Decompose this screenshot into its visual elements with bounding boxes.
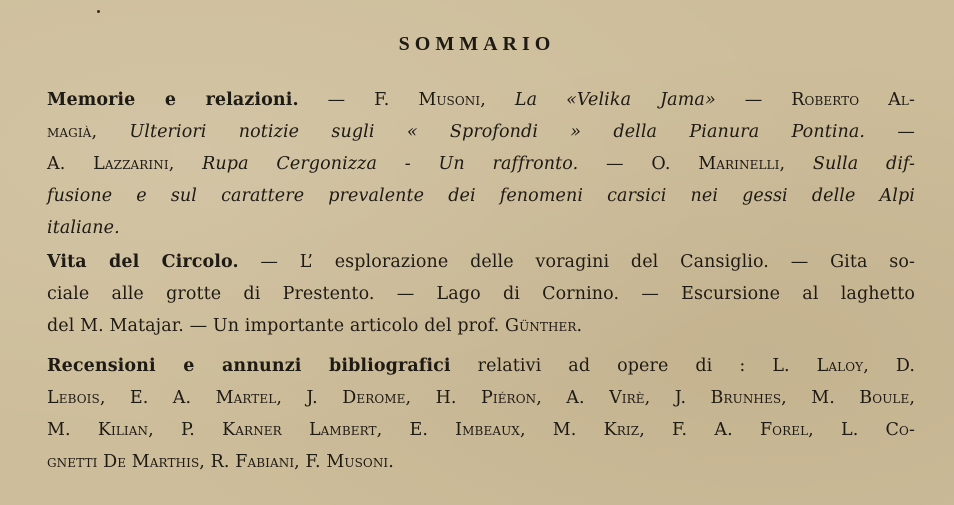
entry-line: italiane.: [47, 218, 120, 238]
entry-line: Memorie e relazioni. — F. Musoni, La «Velika Jama» — Roberto Al-: [47, 90, 915, 110]
entry-line: Vita del Circolo. — L’ esplorazione delle voragini del Cansiglio. — Gita so-: [47, 252, 915, 272]
entry-vita-del-circolo: [47, 246, 915, 342]
entry-line: del M. Matajar. — Un importante articolo del prof. Günther.: [47, 316, 583, 336]
page-title: SOMMARIO: [398, 33, 556, 55]
entry-line: Lebois, E. A. Martel, J. Derome, H. Piéron, A. Virè, J. Brunhes, M. Boule,: [47, 388, 915, 408]
entry-line: ciale alle grotte di Prestento. — Lago di Cornino. — Escursione al laghetto: [47, 284, 915, 304]
entry-heading: Memorie e relazioni.: [47, 90, 299, 110]
entry-memorie: [47, 84, 915, 244]
entry-line: gnetti De Marthis, R. Fabiani, F. Musoni.: [47, 452, 394, 472]
entry-line: Recensioni e annunzi bibliografici relativi ad opere di : L. Laloy, D.: [47, 356, 916, 376]
paper-speck: [97, 10, 100, 13]
entry-line: fusione e sul carattere prevalente dei fenomeni carsici nei gessi delle Alpi: [47, 186, 915, 206]
entry-line: A. Lazzarini, Rupa Cergonizza - Un raffronto. — O. Marinelli, Sulla dif-: [47, 154, 915, 174]
entry-line: magià, Ulteriori notizie sugli « Sprofondi » della Pianura Pontina. —: [47, 122, 915, 142]
entry-heading: Vita del Circolo.: [47, 252, 239, 272]
entry-recensioni: [47, 350, 915, 478]
entry-line: M. Kilian, P. Karner Lambert, E. Imbeaux, M. Kriz, F. A. Forel, L. Co-: [47, 420, 915, 440]
entry-heading: Recensioni e annunzi bibliografici: [47, 356, 451, 376]
